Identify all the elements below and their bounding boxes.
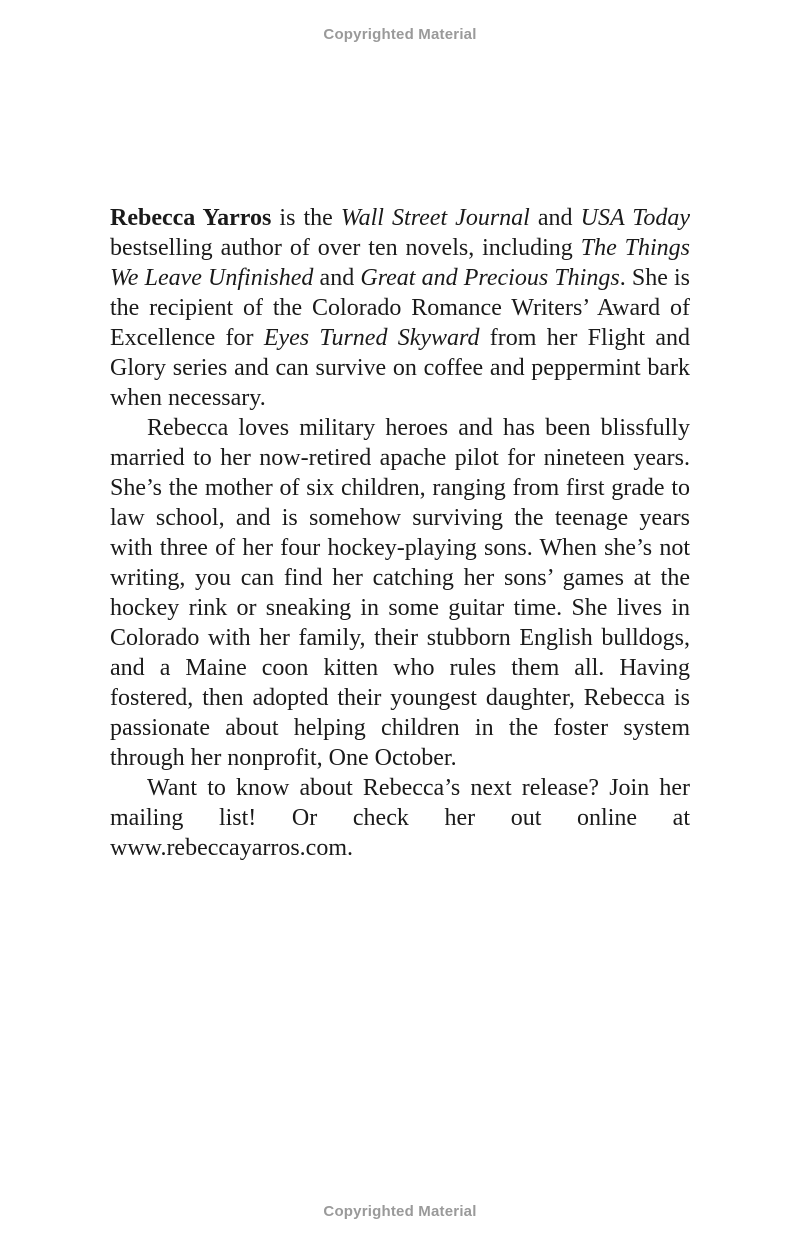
bio-paragraph-2: Rebecca loves military heroes and has been blissfully married to her now-retired apache pilot for nineteen years. She’s the mother of six children, ranging from first grade to law school, and is somehow surviving the teenage years with three of her four hockey-playing sons. When she’s not writing, you can find her catching her sons’ games at the hockey rink or sneaking in some guitar time. She lives in Colorado with her family, their stubborn English bulldogs, and a Maine coon kitten who rules them all. Having fostered, then adopted their youngest daughter, Rebecca is passionate about helping children in the foster system through her nonprofit, One October.: [110, 415, 690, 771]
copyright-watermark-top: Copyrighted Material: [323, 26, 477, 43]
bio-paragraph-3: Want to know about Rebecca’s next release? Join her mailing list! Or check her out online at www.rebeccayarros.com.: [110, 775, 690, 861]
author-name: Rebecca Yarros: [110, 205, 272, 231]
book-title: Eyes Turned Skyward: [263, 325, 480, 351]
book-title: Great and Precious Things: [360, 265, 620, 291]
copyright-watermark-bottom: Copyrighted Material: [323, 1203, 477, 1220]
bio-paragraph-1: Rebecca Yarros is the Wall Street Journal and USA Today bestselling author of over ten novels, including The Things We Leave Unfinished and Great and Precious Things. She is the recipient of the Colorado Romance Writers’ Award of Excellence for Eyes Turned Skyward from her Flight and Glory series and can survive on coffee and peppermint bark when necessary.: [110, 205, 691, 411]
publication-title: USA Today: [580, 205, 691, 231]
book-title: The Things We Leave Unfinished: [110, 235, 690, 291]
author-bio: [110, 203, 690, 863]
publication-title: Wall Street Journal: [340, 205, 530, 231]
